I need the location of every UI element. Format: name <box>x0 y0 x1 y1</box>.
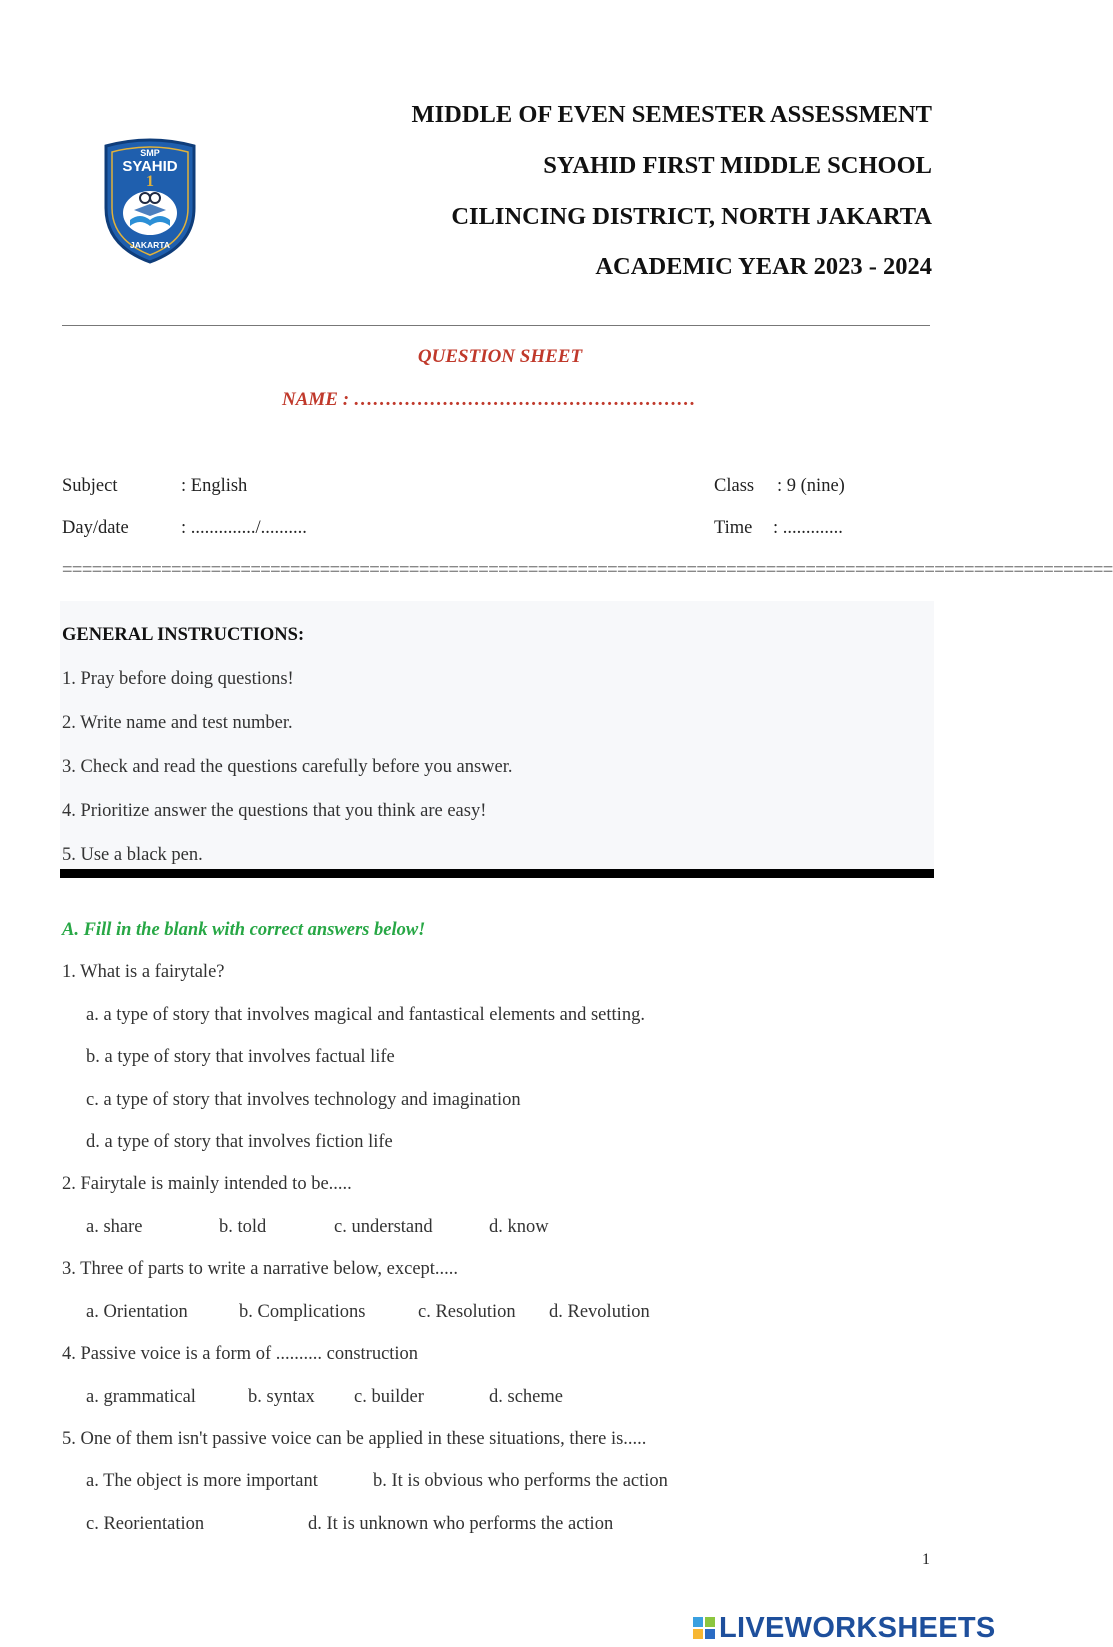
question-5-option-a: a. The object is more important <box>86 1471 318 1491</box>
class-label: Class <box>714 476 755 496</box>
subject-label: Subject <box>62 476 118 496</box>
instructions-bottom-bar <box>60 869 934 878</box>
section-a-title: A. Fill in the blank with correct answers below! <box>62 920 426 940</box>
question-3: 3. Three of parts to write a narrative below, except..... <box>62 1259 459 1279</box>
question-2-option-d: d. know <box>489 1217 549 1237</box>
question-1-option-c: c. a type of story that involves technology and imagination <box>86 1090 521 1110</box>
question-4-option-b: b. syntax <box>248 1387 315 1407</box>
crest-top-text: SMP <box>140 148 160 158</box>
instruction-item: 5. Use a black pen. <box>62 845 203 865</box>
question-3-option-c: c. Resolution <box>418 1302 516 1322</box>
question-1-option-b: b. a type of story that involves factual life <box>86 1047 395 1067</box>
question-3-option-a: a. Orientation <box>86 1302 188 1322</box>
time-value: : ............. <box>773 518 843 538</box>
crest-name-text: SYAHID <box>122 158 178 175</box>
liveworksheets-logo-icon <box>693 1617 715 1639</box>
sheet-title: QUESTION SHEET <box>417 346 583 367</box>
question-5-option-c: c. Reorientation <box>86 1514 205 1534</box>
question-4-option-c: c. builder <box>354 1387 424 1407</box>
meta-separator: ========================================================================================================== <box>62 559 1113 579</box>
name-field-line: NAME : ……………………………………………… <box>282 389 696 410</box>
subject-value: : English <box>181 476 248 496</box>
header-divider <box>62 325 930 326</box>
time-label: Time <box>714 518 753 538</box>
header-line-school: SYAHID FIRST MIDDLE SCHOOL <box>543 152 932 179</box>
question-2-option-a: a. share <box>86 1217 143 1237</box>
question-1: 1. What is a fairytale? <box>62 962 225 982</box>
date-value: : ............../.......... <box>181 518 307 538</box>
question-5-option-b: b. It is obvious who performs the action <box>373 1471 668 1491</box>
crest-number-text: 1 <box>146 173 154 190</box>
school-crest-icon <box>100 138 200 264</box>
instruction-item: 2. Write name and test number. <box>62 713 293 733</box>
header-line-assessment: MIDDLE OF EVEN SEMESTER ASSESSMENT <box>411 101 932 128</box>
liveworksheets-brand <box>693 1613 996 1643</box>
header-line-academic-year: ACADEMIC YEAR 2023 - 2024 <box>595 253 932 280</box>
question-1-option-d: d. a type of story that involves fiction life <box>86 1132 393 1152</box>
instruction-item: 4. Prioritize answer the questions that you think are easy! <box>62 801 487 821</box>
header-line-district: CILINCING DISTRICT, NORTH JAKARTA <box>451 203 932 230</box>
date-label: Day/date <box>62 518 129 538</box>
class-value: : 9 (nine) <box>777 476 845 496</box>
question-2: 2. Fairytale is mainly intended to be..... <box>62 1174 352 1194</box>
question-4-option-d: d. scheme <box>489 1387 563 1407</box>
question-4-option-a: a. grammatical <box>86 1387 196 1407</box>
question-2-option-c: c. understand <box>334 1217 433 1237</box>
instruction-item: 1. Pray before doing questions! <box>62 669 294 689</box>
question-1-option-a: a. a type of story that involves magical and fantastical elements and setting. <box>86 1005 645 1025</box>
liveworksheets-wordmark: LIVEWORKSHEETS <box>719 1611 996 1644</box>
crest-city-text: JAKARTA <box>130 240 170 250</box>
instructions-title: GENERAL INSTRUCTIONS: <box>62 625 305 645</box>
question-3-option-b: b. Complications <box>239 1302 366 1322</box>
question-5: 5. One of them isn't passive voice can be applied in these situations, there is..... <box>62 1429 647 1449</box>
instruction-item: 3. Check and read the questions carefully before you answer. <box>62 757 513 777</box>
question-5-option-d: d. It is unknown who performs the action <box>308 1514 614 1534</box>
page-number: 1 <box>922 1551 930 1568</box>
question-2-option-b: b. told <box>219 1217 267 1237</box>
question-3-option-d: d. Revolution <box>549 1302 650 1322</box>
question-4: 4. Passive voice is a form of .......... construction <box>62 1344 419 1364</box>
